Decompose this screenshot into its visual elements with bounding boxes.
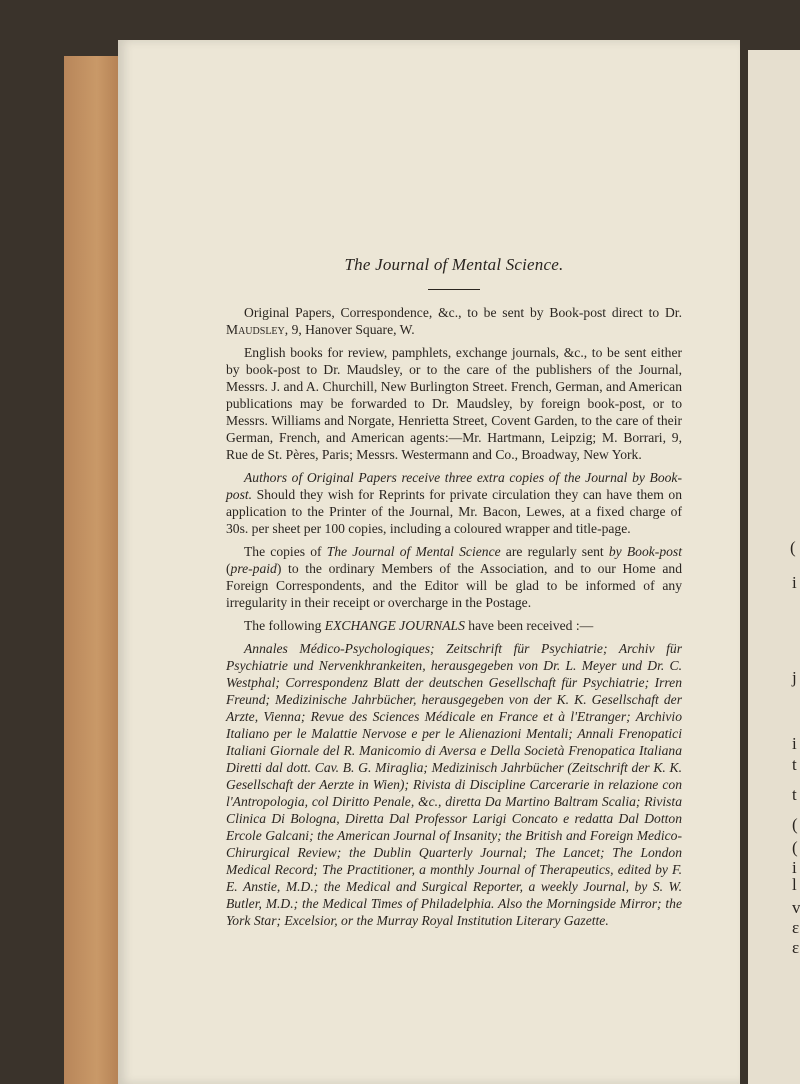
adjacent-glyph: i bbox=[792, 734, 797, 753]
adjacent-glyph: ( bbox=[792, 815, 798, 834]
correspondence-paragraph bbox=[226, 304, 682, 338]
adjacent-glyph: j bbox=[792, 668, 797, 687]
para4-c: are regularly sent bbox=[500, 544, 609, 559]
pre-paid: pre-paid bbox=[230, 561, 277, 576]
para5-c: have been received :— bbox=[464, 618, 594, 633]
adjacent-glyph: ( bbox=[790, 538, 796, 557]
adjacent-glyph: t bbox=[792, 755, 797, 774]
book-spine-edge bbox=[64, 56, 124, 1084]
editor-name: Maudsley bbox=[226, 322, 285, 337]
para4-a: The copies of bbox=[244, 544, 327, 559]
adjacent-glyph: ε bbox=[792, 918, 800, 937]
page-title: The Journal of Mental Science. bbox=[344, 255, 564, 274]
adjacent-glyph: l bbox=[792, 875, 797, 894]
copies-paragraph bbox=[226, 543, 682, 611]
exchange-journals-list: Annales Médico-Psychologiques; Zeitschrift für Psychiatrie; Archiv für Psychiatrie und Nervenkhrankeiten, herausgegeben von Dr. L. Meyer und Dr. C. Westphal; Correspondenz Blatt der deutschen Gesellschaft für Psychiatrie; Irren Freund; Medizinische Jahrbücher, herausgegeben von der K. K. Gesellschaft der Arzte, Vienna; Revue des Sciences Médicale en France et à l'Etranger; Archivio Italiano per le Malattie Nervose e per le Alienazioni Mentali; Annali Frenopatici Italiani Giornale del R. Manicomio di Aversa e Della Società Frenopatica Italiana Diretti dal dott. Cav. B. G. Miraglia; Medizinisch Jahrbücher (Zeitschrift der K. K. Gesellschaft der Aerzte in Wien); Rivista di Discipline Carcerarie in relazione con l'Antropologia, col Diritto Penale, &c., diretta Da Martino Baltram Scalia; Rivista Clinica Di Bologna, Diretta Dal Professor Larigi Concato e redatta Dal Dotton Ercole Galcani; the American Journal of Insanity; the British and Foreign Medico-Chirurgical Review; the Dublin Quarterly Journal; The Lancet; The London Medical Record; The Practitioner, a monthly Journal of Therapeutics, edited by F. E. Anstie, M.D.; the Medical and Surgical Reporter, a weekly Journal, by S. W. Butler, M.D.; the Medical Times of Philadelphia. Also the Morningside Mirror; the York Star; Excelsior, or the Murray Royal Institution Literary Gazette. bbox=[226, 641, 682, 928]
exchange-journals-heading bbox=[226, 617, 682, 634]
para3-rest: Should they wish for Reprints for private circulation they can have them on application to the Printer of the Journal, Mr. Bacon, Lewes, at a fixed charge of 30s. per sheet per 100 copies, including a coloured wrapper and title-page. bbox=[226, 487, 682, 536]
adjacent-glyph: i bbox=[792, 858, 797, 877]
adjacent-page-edge bbox=[748, 50, 800, 1084]
journal-name: The Journal of Mental Science bbox=[326, 544, 501, 559]
para4-g: ) to the ordinary Members of the Association, and to our Home and Foreign Correspondents, and the Editor will be glad to be informed of any irregularity in their receipt or overcharge in the Postage. bbox=[226, 561, 682, 610]
authors-reprints-paragraph bbox=[226, 469, 682, 537]
para1-lead: Original Papers, Correspondence, &c., to be sent by Book-post direct to Dr. bbox=[244, 305, 682, 320]
page-content bbox=[226, 256, 682, 935]
para5-a: The following bbox=[244, 618, 325, 633]
book-post: by Book-post bbox=[608, 544, 682, 559]
adjacent-glyph: t bbox=[792, 785, 797, 804]
adjacent-glyph: v bbox=[792, 898, 800, 917]
title-rule bbox=[428, 289, 480, 290]
para1-rest: , 9, Hanover Square, W. bbox=[284, 322, 415, 337]
adjacent-glyph: ε bbox=[792, 938, 800, 957]
adjacent-glyph: ( bbox=[792, 838, 798, 857]
para4-e: ( bbox=[226, 561, 231, 576]
exchange-journals-label: EXCHANGE JOURNALS bbox=[324, 618, 465, 633]
adjacent-glyph: i bbox=[792, 573, 797, 592]
books-review-paragraph: English books for review, pamphlets, exchange journals, &c., to be sent either by book-post to Dr. Maudsley, or to the care of the publishers of the Journal, Messrs. J. and A. Churchill, New Burlington Street. French, German, and American publications may be forwarded to Dr. Maudsley, by foreign book-post, or to Messrs. Williams and Norgate, Henrietta Street, Covent Garden, to the care of their German, French, and American agents:—Mr. Hartmann, Leipzig; M. Borrari, 9, Rue de St. Pères, Paris; Messrs. Westermann and Co., Broadway, New York. bbox=[226, 345, 682, 462]
para3-lead: Authors of Original Papers receive three extra copies of the Journal by Book-post. bbox=[226, 470, 682, 502]
